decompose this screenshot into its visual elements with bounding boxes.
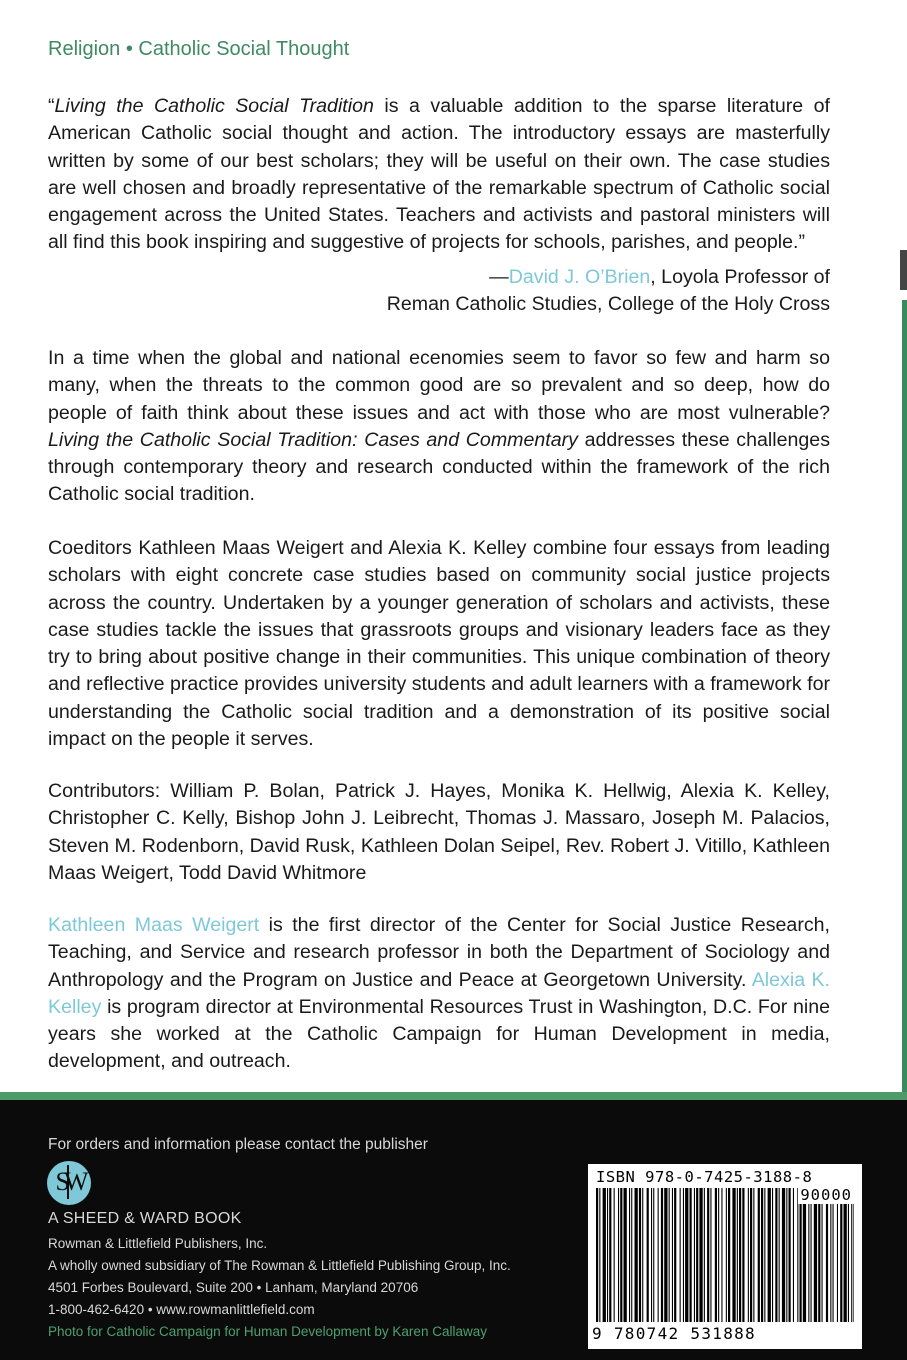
attribution-title: , Loyola Professor of xyxy=(650,266,830,288)
barcode-bar xyxy=(639,1188,641,1322)
quote-body: is a valuable addition to the sparse literature of American Catholic social thought and action. The introductory essays are masterfully written by some of our best scholars; they will be useful on their own. The case studies are well chosen and broadly representative of the remarkable spectrum of Catholic social engagement across the United States. Teachers and activists and pastoral ministers will all find this book inspiring and suggestive of projects for schools, parishes, and people.” xyxy=(48,95,830,254)
logo-letters: SW xyxy=(55,1167,83,1196)
barcode-bar xyxy=(853,1188,854,1322)
price-code: 90000 xyxy=(800,1186,852,1204)
barcode-bar xyxy=(737,1188,738,1322)
publisher-name: Rowman & Littlefield Publishers, Inc. xyxy=(48,1236,268,1251)
barcode-bar xyxy=(696,1188,698,1322)
barcode-bar xyxy=(690,1188,692,1322)
barcode-bar xyxy=(739,1188,741,1322)
bio-text-kelley: is program director at Environmental Resources Trust in Washington, D.C. For nine years she worked at the Catholic Campaign for Human Development in media, development, and outreach. xyxy=(48,995,830,1073)
barcode-bar xyxy=(782,1188,785,1322)
publisher-subsidiary: A wholly owned subsidiary of The Rowman & Littlefield Publishing Group, Inc. xyxy=(48,1258,511,1273)
barcode-bar xyxy=(768,1188,771,1322)
barcode-bar xyxy=(683,1188,684,1322)
barcode-bar xyxy=(851,1188,852,1322)
barcode-bar xyxy=(750,1188,752,1322)
barcode-bar xyxy=(635,1188,638,1322)
barcode-bar xyxy=(826,1188,828,1322)
barcode-bar xyxy=(742,1188,744,1322)
attribution-name: David J. O’Brien xyxy=(508,266,651,288)
attribution-line-1 xyxy=(387,264,830,291)
barcode-bar xyxy=(779,1188,780,1322)
barcode-bar xyxy=(624,1188,627,1322)
barcode-bar xyxy=(642,1188,643,1322)
barcode-bar xyxy=(647,1188,649,1322)
barcode-bar xyxy=(669,1188,670,1322)
barcode-bar xyxy=(715,1188,717,1322)
barcode-bar xyxy=(658,1188,659,1322)
barcode-bar xyxy=(614,1188,615,1322)
editor-bios xyxy=(48,912,830,1076)
photo-credit: Photo for Catholic Campaign for Human Development by Karen Callaway xyxy=(48,1324,487,1339)
barcode-bar xyxy=(840,1188,842,1322)
barcode-bar xyxy=(758,1188,760,1322)
barcode-bar xyxy=(596,1188,598,1322)
bio-name-kelley: Alexia K. Kelley xyxy=(48,968,830,1018)
barcode-bar xyxy=(728,1188,730,1322)
barcode-bar xyxy=(685,1188,688,1322)
barcode-bar xyxy=(822,1188,823,1322)
imprint-name: A SHEED & WARD BOOK xyxy=(48,1210,242,1227)
barcode-bar xyxy=(672,1188,673,1322)
barcode-bar xyxy=(609,1188,611,1322)
p1-tail: addresses these challenges through contemporary theory and research conducted within the framework of the rich Catholic social tradition. xyxy=(48,428,830,506)
quote-book-title: Living the Catholic Social Tradition xyxy=(54,95,374,117)
barcode-bar xyxy=(803,1188,806,1322)
barcode-bar xyxy=(818,1188,820,1322)
barcode-bar xyxy=(775,1188,777,1322)
barcode-bar xyxy=(603,1188,606,1322)
barcode-bars xyxy=(596,1188,854,1322)
barcode-bar xyxy=(793,1188,794,1322)
barcode-bar xyxy=(764,1188,765,1322)
description-paragraph-1 xyxy=(48,345,830,509)
attribution-dash: — xyxy=(489,266,509,288)
isbn-number: ISBN 978-0-7425-3188-8 xyxy=(596,1168,813,1186)
barcode-bar xyxy=(664,1188,667,1322)
barcode-bar xyxy=(848,1188,849,1322)
isbn-barcode xyxy=(588,1164,862,1349)
bio-name-weigert: Kathleen Maas Weigert xyxy=(48,914,260,936)
barcode-bar xyxy=(651,1188,652,1322)
bio-text-weigert: is the first director of the Center for Social Justice Research, Teaching, and Service and research professor in both the Department of Sociology and Anthropology and the Program on Justice and Peace at Georgetown University. xyxy=(48,914,830,991)
barcode-bar xyxy=(653,1188,654,1322)
barcode-bar xyxy=(710,1188,711,1322)
publisher-footer xyxy=(0,1092,907,1360)
barcode-bar xyxy=(694,1188,695,1322)
barcode-bar xyxy=(789,1188,791,1322)
barcode-bar xyxy=(797,1188,798,1322)
barcode-bar xyxy=(800,1188,802,1322)
attribution-line-2: Reman Catholic Studies, College of the Holy Cross xyxy=(386,293,830,316)
barcode-bar xyxy=(661,1188,663,1322)
barcode-bar xyxy=(704,1188,705,1322)
barcode-bar xyxy=(707,1188,709,1322)
barcode-bar xyxy=(748,1188,749,1322)
p1-book-title: Living the Catholic Social Tradition: Cases and Commentary xyxy=(48,428,578,451)
sheed-ward-logo-icon xyxy=(47,1161,91,1205)
barcode-bar xyxy=(599,1188,600,1322)
cover-edge-dark-mark xyxy=(900,250,907,290)
category-label: Religion • Catholic Social Thought xyxy=(48,38,350,60)
barcode-bar xyxy=(837,1188,838,1322)
barcode-bar xyxy=(830,1188,831,1322)
barcode-bar xyxy=(699,1188,702,1322)
barcode-bar xyxy=(718,1188,719,1322)
barcode-bar xyxy=(620,1188,622,1322)
endorsement-quote xyxy=(48,93,830,257)
barcode-bar xyxy=(761,1188,763,1322)
barcode-bar xyxy=(811,1188,812,1322)
barcode-bar xyxy=(844,1188,847,1322)
cover-edge-green-band xyxy=(902,300,907,1135)
p1-lead: In a time when the global and national ecenomies seem to favor so few and harm so many, when the threats to the common good are so prevalent and so deep, how do people of faith think about these issues and act with those who are most vulnerable? xyxy=(48,347,830,424)
barcode-bar xyxy=(814,1188,817,1322)
quote-open-mark: “ xyxy=(48,95,55,117)
contributors-list: Contributors: William P. Bolan, Patrick J. Hayes, Monika K. Hellwig, Alexia K. Kelley, Christopher C. Kelly, Bishop John J. Leibrecht, Thomas J. Massaro, Joseph M. Palacios, Steven M. Rodenborn, David Rusk, Kathleen Dolan Seipel, Rev. Robert J. Vitillo, Kathleen Maas Weigert, Todd David Whitmore xyxy=(48,780,830,884)
publisher-phone-web: 1-800-462-6420 • www.rowmanlittlefield.com xyxy=(48,1302,315,1317)
quote-attribution xyxy=(387,264,830,319)
barcode-bar xyxy=(833,1188,834,1322)
contact-line: For orders and information please contact the publisher xyxy=(48,1136,428,1153)
barcode-bar xyxy=(674,1188,676,1322)
ean-number: 9 780742 531888 xyxy=(592,1324,756,1343)
barcode-bar xyxy=(772,1188,773,1322)
barcode-bar xyxy=(786,1188,787,1322)
barcode-bar xyxy=(753,1188,754,1322)
barcode-bar xyxy=(732,1188,735,1322)
barcode-bar xyxy=(808,1188,809,1322)
barcode-bar xyxy=(618,1188,619,1322)
barcode-bar xyxy=(607,1188,608,1322)
description-paragraph-2: Coeditors Kathleen Maas Weigert and Alexia K. Kelley combine four essays from leading scholars with eight concrete case studies based on community social justice projects across the country. Undertaken by a younger generation of scholars and activists, these case studies tackle the issues that grassroots groups and visionary leaders face as they try to bring about positive change in their communities. This unique combination of theory and reflective practice provides university students and adult learners with a framework for understanding the Catholic social tradition and a demonstration of its positive social impact on the people it serves. xyxy=(48,537,830,751)
barcode-bar xyxy=(680,1188,681,1322)
barcode-bar xyxy=(631,1188,632,1322)
barcode-bar xyxy=(629,1188,630,1322)
publisher-address: 4501 Forbes Boulevard, Suite 200 • Lanham, Maryland 20706 xyxy=(48,1280,419,1295)
barcode-bar xyxy=(726,1188,727,1322)
barcode-bar xyxy=(721,1188,722,1322)
